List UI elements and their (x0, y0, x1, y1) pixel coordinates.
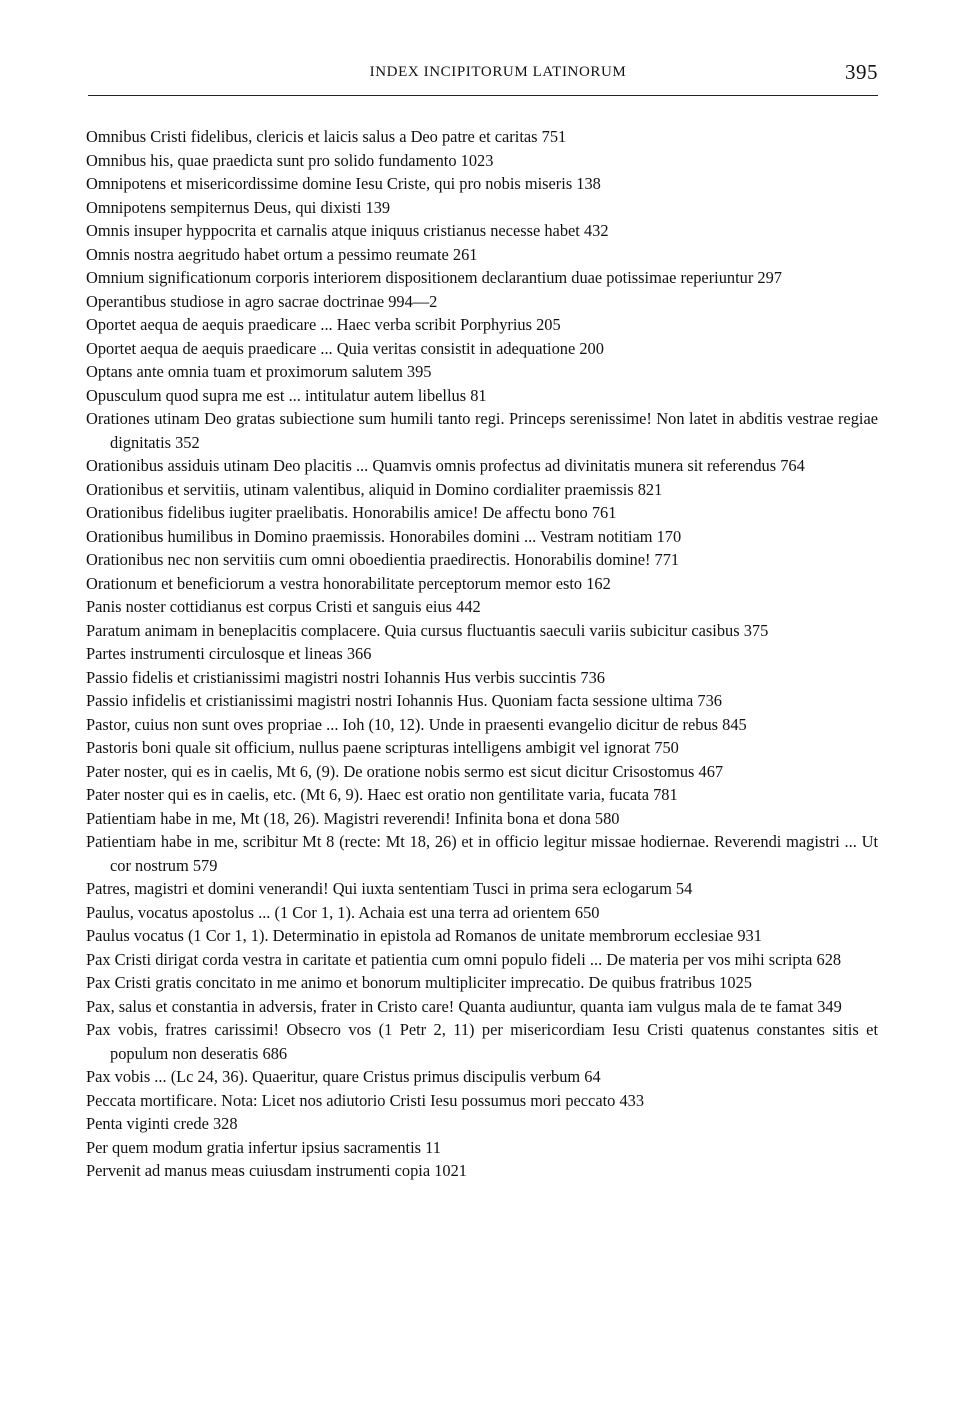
index-entry: Oportet aequa de aequis praedicare ... Quia veritas consistit in adequatione 200 (86, 338, 604, 358)
index-entry: Omnipotens sempiternus Deus, qui dixisti 139 (86, 197, 391, 217)
index-entry: Pax, salus et constantia in adversis, frater in Cristo care! Quanta audiuntur, quanta iam vulgus mala de te famat 349 (86, 996, 842, 1016)
index-entry: Orationibus humilibus in Domino praemissis. Honorabiles domini ... Vestram notitiam 170 (86, 526, 682, 546)
index-entry: Pastor, cuius non sunt oves propriae ... Ioh (10, 12). Unde in praesenti evangelio dicitur de rebus 845 (86, 714, 747, 734)
index-entry: Pax vobis ... (Lc 24, 36). Quaeritur, quare Cristus primus discipulis verbum 64 (86, 1067, 601, 1086)
index-entry: Omnibus Cristi fidelibus, clericis et laicis salus a Deo patre et caritas 751 (86, 127, 567, 146)
index-entry: Per quem modum gratia infertur ipsius sacramentis 11 (86, 1137, 441, 1157)
index-entry: Paulus vocatus (1 Cor 1, 1). Determinatio in epistola ad Romanos de unitate membrorum ecclesiae 931 (86, 926, 762, 945)
index-entry: Operantibus studiose in agro sacrae doctrinae 994—2 (86, 291, 438, 311)
index-entry: Paratum animam in beneplacitis complacere. Quia cursus fluctuantis saeculi variis subicitur casibus 375 (86, 620, 769, 640)
running-header (88, 62, 878, 92)
page-title: INDEX INCIPITORUM LATINORUM (369, 64, 627, 80)
index-entry: Pax vobis, fratres carissimi! Obsecro vos (1 Petr 2, 11) per misericordiam Iesu Cristi quatenus constantes sitis et populum non deseratis 686 (86, 1020, 878, 1063)
index-entry: Patientiam habe in me, Mt (18, 26). Magistri reverendi! Infinita bona et dona 580 (86, 808, 620, 828)
index-entry: Pax Cristi gratis concitato in me animo et bonorum multipliciter imprecatio. De quibus fratribus 1025 (86, 973, 752, 992)
index-entry: Pervenit ad manus meas cuiusdam instrumenti copia 1021 (86, 1161, 468, 1180)
index-entry: Pax Cristi dirigat corda vestra in caritate et patientia cum omni populo fideli ... De materia per vos mihi scripta 628 (86, 949, 842, 969)
index-entry: Optans ante omnia tuam et proximorum salutem 395 (86, 362, 432, 381)
index-entry: Pater noster, qui es in caelis, Mt 6, (9). De oratione nobis sermo est sicut dicitur Crisostomus 467 (86, 761, 724, 781)
index-entry: Partes instrumenti circulosque et lineas 366 (86, 644, 372, 663)
index-entry: Pater noster qui es in caelis, etc. (Mt 6, 9). Haec est oratio non gentilitate varia, fucata 781 (86, 785, 678, 804)
index-entry: Omnipotens et misericordissime domine Iesu Criste, qui pro nobis miseris 138 (86, 174, 601, 193)
index-entry: Orationibus assiduis utinam Deo placitis ... Quamvis omnis profectus ad divinitatis munera sit referendus 764 (86, 456, 805, 475)
index-entry: Penta viginti crede 328 (86, 1114, 238, 1133)
index-entry: Omnium significationum corporis interiorem dispositionem declarantium duae potissimae reperiuntur 297 (86, 268, 782, 287)
index-entry: Pastoris boni quale sit officium, nullus paene scripturas intelligens ambigit vel ignorat 750 (86, 738, 679, 757)
index-entry: Omnis insuper hyppocrita et carnalis atque iniquus cristianus necesse habet 432 (86, 221, 609, 240)
page-number: 395 (845, 60, 878, 84)
index-entry: Orationum et beneficiorum a vestra honorabilitate perceptorum memor esto 162 (86, 573, 611, 593)
index-entry: Omnibus his, quae praedicta sunt pro solido fundamento 1023 (86, 150, 494, 170)
index-entry: Paulus, vocatus apostolus ... (1 Cor 1, 1). Achaia est una terra ad orientem 650 (86, 902, 600, 922)
index-entry: Patres, magistri et domini venerandi! Qui iuxta sententiam Tusci in prima sera eclogarum 54 (86, 879, 693, 898)
index-entry: Oportet aequa de aequis praedicare ... Haec verba scribit Porphyrius 205 (86, 315, 561, 334)
index-entry: Orationibus fidelibus iugiter praelibatis. Honorabilis amice! De affectu bono 761 (86, 503, 617, 522)
index-entry: Orationibus et servitiis, utinam valentibus, aliquid in Domino cordialiter praemissis 821 (86, 479, 663, 499)
index-entry: Orationibus nec non servitiis cum omni oboedientia praedirectis. Honorabilis domine! 771 (86, 550, 680, 569)
index-entry: Panis noster cottidianus est corpus Cristi et sanguis eius 442 (86, 597, 481, 616)
index-entry: Peccata mortificare. Nota: Licet nos adiutorio Cristi Iesu possumus mori peccato 433 (86, 1090, 645, 1110)
index-entry: Patientiam habe in me, scribitur Mt 8 (recte: Mt 18, 26) et in officio legitur missae hodiernae. Reverendi magistri ... Ut cor nostrum 579 (86, 832, 878, 875)
index-entry-list (86, 125, 878, 1183)
index-entry: Passio fidelis et cristianissimi magistri nostri Iohannis Hus verbis succintis 736 (86, 667, 605, 687)
index-entry: Omnis nostra aegritudo habet ortum a pessimo reumate 261 (86, 244, 478, 264)
index-entry: Opusculum quod supra me est ... intitulatur autem libellus 81 (86, 385, 487, 405)
header-rule (88, 95, 878, 96)
index-entry: Orationes utinam Deo gratas subiectione sum humili tanto regi. Princeps serenissime! Non latet in abditis vestrae regiae dignitatis 352 (86, 409, 878, 452)
index-entry: Passio infidelis et cristianissimi magistri nostri Iohannis Hus. Quoniam facta sessione ultima 736 (86, 691, 722, 710)
